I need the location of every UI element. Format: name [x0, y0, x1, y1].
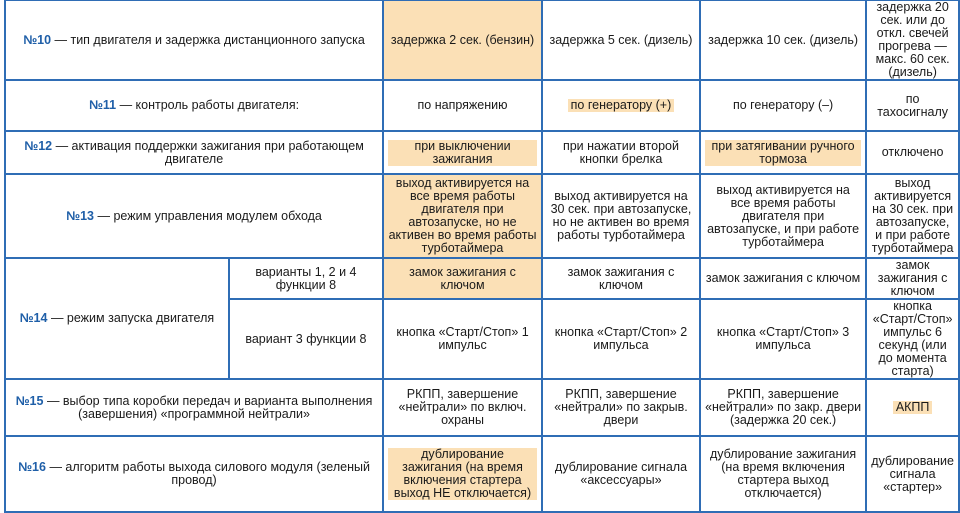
- option-cell: дублирование зажигания (на время включения стартера выход НЕ отключается): [383, 436, 542, 512]
- function-number: №14: [19, 311, 48, 325]
- function-number: №11: [88, 98, 117, 112]
- option-cell: кнопка «Старт/Стоп» 2 импульса: [542, 299, 700, 379]
- option-cell: РКПП, завершение «нейтрали» по включ. охраны: [383, 379, 542, 436]
- row-label: №10 — тип двигателя и задержка дистанционного запуска: [5, 0, 383, 80]
- option-cell: отключено: [866, 131, 959, 174]
- sub-row-label: варианты 1, 2 и 4 функции 8: [229, 258, 383, 299]
- table-row: [5, 379, 959, 436]
- function-settings-table: [4, 0, 960, 513]
- function-number: №10: [23, 32, 52, 47]
- option-cell: по генератору (+): [542, 80, 700, 131]
- option-cell: выход активируется на 30 сек. при автозапуске, но не активен во время работы турботаймера: [542, 174, 700, 258]
- option-cell: замок зажигания с ключом: [542, 258, 700, 299]
- option-cell: задержка 20 сек. или до откл. свечей прогрева — макс. 60 сек. (дизель): [866, 0, 959, 80]
- option-cell: по генератору (–): [700, 80, 866, 131]
- option-cell: при затягивании ручного тормоза: [700, 131, 866, 174]
- row-label: №15 — выбор типа коробки передач и варианта выполнения (завершения) «программной нейтрали»: [5, 379, 383, 436]
- table-row: [5, 258, 959, 299]
- option-cell: кнопка «Старт/Стоп» 3 импульса: [700, 299, 866, 379]
- function-number: №12: [24, 138, 53, 153]
- option-cell: задержка 10 сек. (дизель): [700, 0, 866, 80]
- option-cell: при выключении зажигания: [383, 131, 542, 174]
- table-row: [5, 80, 959, 131]
- option-cell: дублирование сигнала «аксессуары»: [542, 436, 700, 512]
- option-cell: АКПП: [866, 379, 959, 436]
- option-cell: задержка 5 сек. (дизель): [542, 0, 700, 80]
- function-number: №16: [18, 460, 46, 474]
- option-cell: выход активируется на 30 сек. при автозапуске, и при работе турботаймера: [866, 174, 959, 258]
- function-number: №15: [15, 393, 44, 408]
- option-cell: замок зажигания с ключом: [700, 258, 866, 299]
- option-cell: дублирование зажигания (на время включения стартера выход отключается): [700, 436, 866, 512]
- row-label: №16 — алгоритм работы выхода силового модуля (зеленый провод): [5, 436, 383, 512]
- table-row: [5, 0, 959, 80]
- option-cell: по тахосигналу: [866, 80, 959, 131]
- option-cell: задержка 2 сек. (бензин): [383, 0, 542, 80]
- row-label: №11 — контроль работы двигателя:: [5, 80, 383, 131]
- option-cell: по напряжению: [383, 80, 542, 131]
- option-cell: дублирование сигнала «стартер»: [866, 436, 959, 512]
- sub-row-label: вариант 3 функции 8: [229, 299, 383, 379]
- option-cell: при нажатии второй кнопки брелка: [542, 131, 700, 174]
- function-number: №13: [66, 208, 95, 223]
- option-cell: замок зажигания с ключом: [866, 258, 959, 299]
- table-row: [5, 436, 959, 512]
- option-cell: РКПП, завершение «нейтрали» по закрыв. двери: [542, 379, 700, 436]
- row-label: №13 — режим управления модулем обхода: [5, 174, 383, 258]
- option-cell: кнопка «Старт/Стоп» 1 импульс: [383, 299, 542, 379]
- option-cell: РКПП, завершение «нейтрали» по закр. двери (задержка 20 сек.): [700, 379, 866, 436]
- table-row: [5, 174, 959, 258]
- option-cell: замок зажигания с ключом: [383, 258, 542, 299]
- option-cell: выход активируется на все время работы двигателя при автозапуске, и при работе турботаймера: [700, 174, 866, 258]
- row-label: №12 — активация поддержки зажигания при работающем двигателе: [5, 131, 383, 174]
- option-cell: выход активируется на все время работы двигателя при автозапуске, но не активен во время работы турботаймера: [383, 174, 542, 258]
- row-label: №14 — режим запуска двигателя: [5, 258, 229, 379]
- table-row: [5, 131, 959, 174]
- option-cell: кнопка «Старт/Стоп» импульс 6 секунд (или до момента старта): [866, 299, 959, 379]
